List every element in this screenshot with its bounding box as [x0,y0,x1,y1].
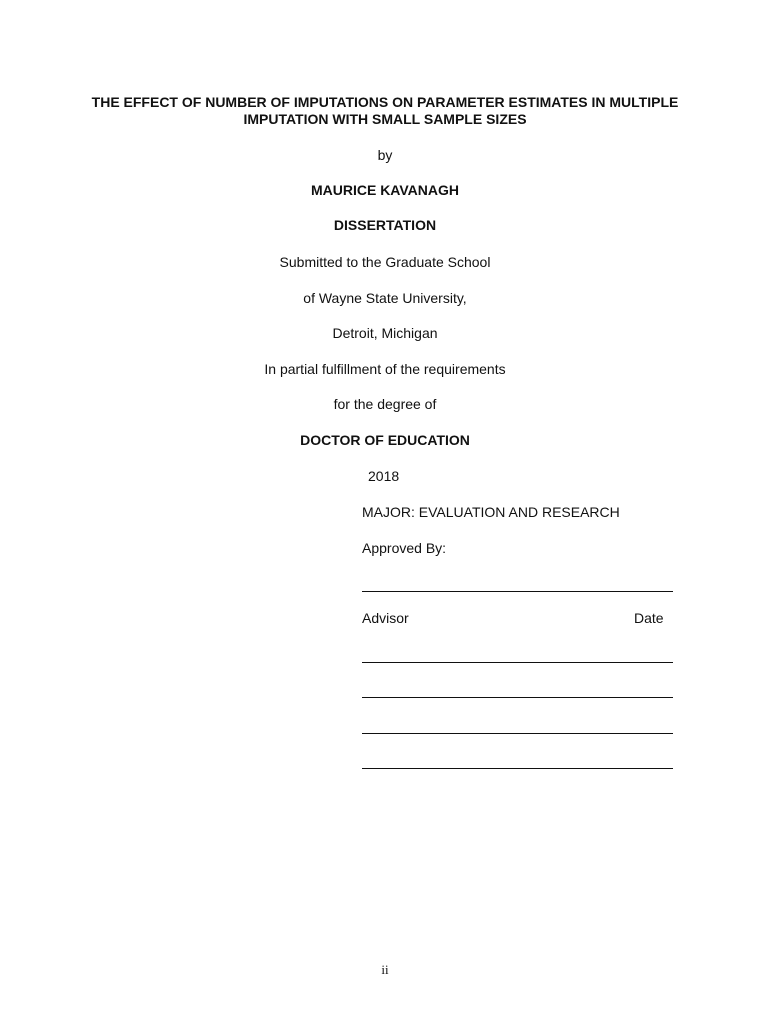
submitted-to: Submitted to the Graduate School [279,254,491,270]
page-number: ii [381,962,389,977]
by-line: by [377,147,393,163]
major: MAJOR: EVALUATION AND RESEARCH [362,504,620,520]
university-location: Detroit, Michigan [332,325,438,341]
document-type: DISSERTATION [333,217,437,233]
signature-line [362,733,673,734]
signature-line [362,662,673,663]
dissertation-title: THE EFFECT OF NUMBER OF IMPUTATIONS ON PARAMETER ESTIMATES IN MULTIPLE IMPUTATION WITH SMALL SAMPLE SIZES [91,94,679,127]
year: 2018 [368,468,400,484]
fulfillment-statement: In partial fulfillment of the requirements [264,361,506,377]
advisor-signature-line [362,591,673,592]
date-label: Date [634,610,664,626]
advisor-label: Advisor [362,610,409,626]
approved-by-label: Approved By: [362,540,447,556]
university-name: of Wayne State University, [303,290,467,306]
degree-name: DOCTOR OF EDUCATION [300,432,470,448]
signature-line [362,697,673,698]
signature-line [362,768,673,769]
author-name: MAURICE KAVANAGH [310,182,460,198]
degree-prefix: for the degree of [333,396,437,412]
